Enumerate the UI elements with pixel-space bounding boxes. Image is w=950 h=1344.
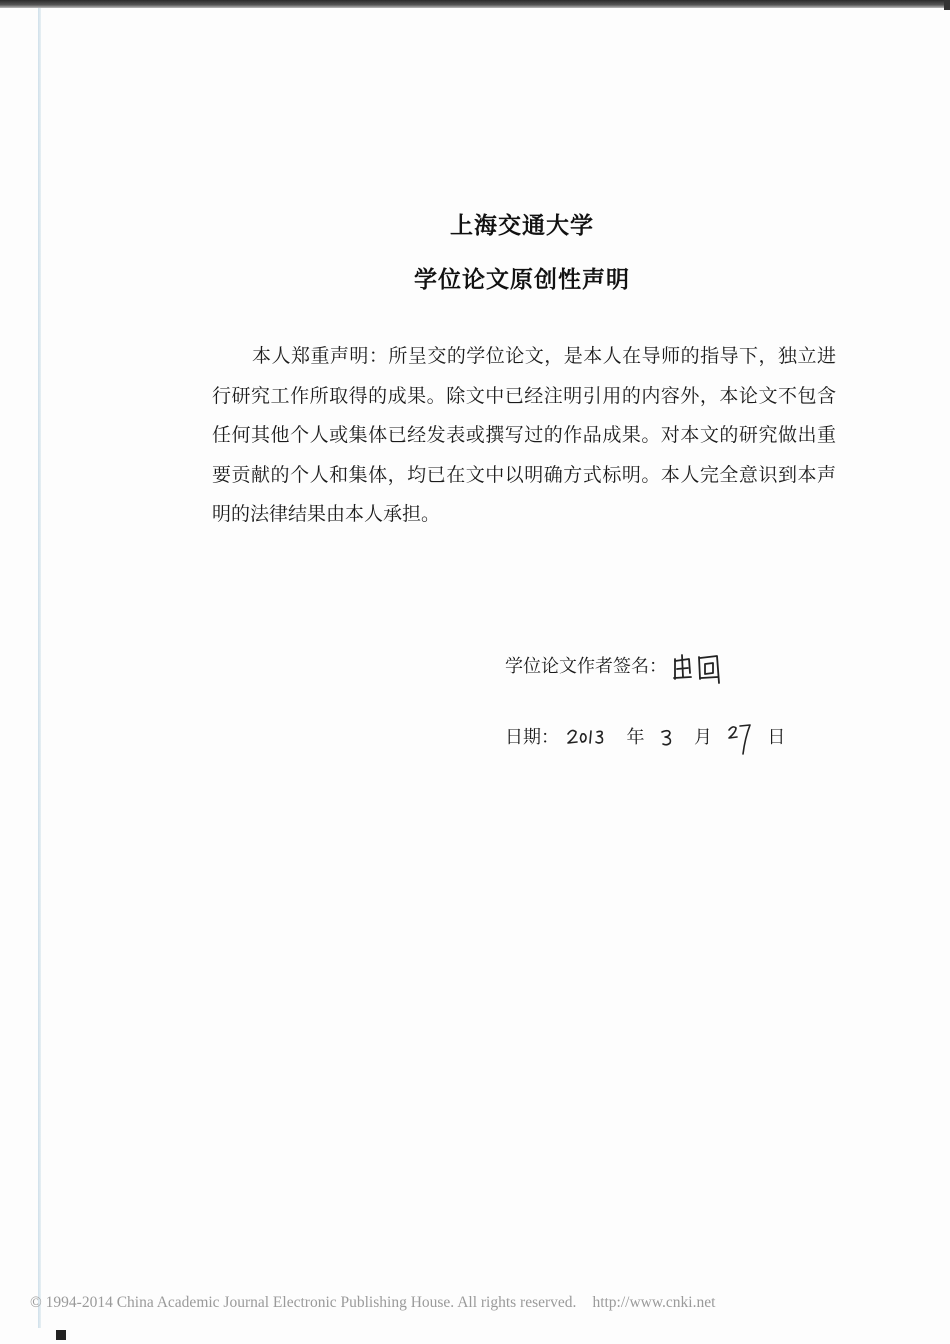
signature-line bbox=[505, 647, 727, 687]
footer-url: http://www.cnki.net bbox=[592, 1294, 716, 1311]
day-unit: 日 bbox=[767, 727, 786, 748]
handwritten-day bbox=[726, 718, 754, 758]
handwritten-month bbox=[658, 723, 680, 753]
scan-top-edge bbox=[0, 0, 950, 8]
signature-label: 学位论文作者签名： bbox=[505, 656, 667, 677]
title-block bbox=[0, 204, 950, 302]
date-label: 日期： bbox=[505, 727, 559, 748]
declaration-title: 学位论文原创性声明 bbox=[414, 267, 630, 293]
date-line bbox=[505, 718, 793, 758]
scan-corner-mark-bottom bbox=[56, 1330, 66, 1340]
copyright-text: © 1994-2014 China Academic Journal Electronic Publishing House. All rights reserved. bbox=[30, 1294, 577, 1311]
year-unit: 年 bbox=[626, 727, 645, 748]
university-title: 上海交通大学 bbox=[450, 213, 594, 239]
scan-corner-mark bbox=[944, 0, 950, 10]
declaration-text: 本人郑重声明：所呈交的学位论文，是本人在导师的指导下，独立进行研究工作所取得的成果。除文中已经注明引用的内容外，本论文不包含任何其他个人或集体已经发表或撰写过的作品成果。对本文的研究做出重要贡献的个人和集体，均已在文中以明确方式标明。本人完全意识到本声明的法律结果由本人承担。 bbox=[212, 345, 836, 525]
footer bbox=[30, 1294, 715, 1312]
handwritten-signature bbox=[671, 647, 727, 687]
month-unit: 月 bbox=[693, 727, 712, 748]
handwritten-year bbox=[565, 723, 613, 753]
